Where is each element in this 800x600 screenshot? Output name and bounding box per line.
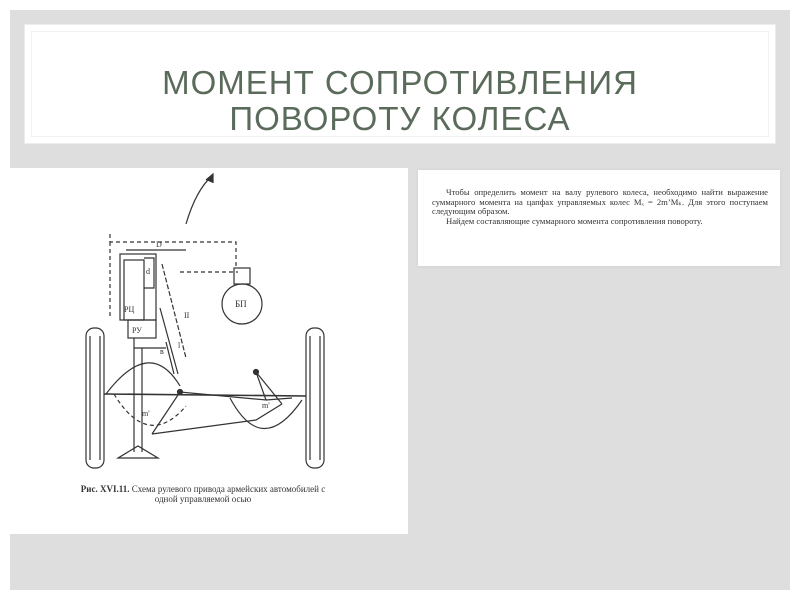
excerpt-paragraph-2: Найдем составляющие суммарного момента сопротивления повороту.: [446, 215, 703, 226]
title-line-2: ПОВОРОТУ КОЛЕСА: [229, 100, 571, 137]
slide-title: [25, 65, 775, 137]
label-ii: II: [184, 311, 190, 320]
label-ru: РУ: [132, 326, 142, 335]
link-ii: [162, 264, 186, 358]
label-m1: m': [142, 409, 150, 418]
excerpt-text: [432, 188, 768, 226]
label-bp: БП: [235, 299, 247, 309]
caption-number: Рис. XVI.11.: [80, 484, 130, 494]
figure-panel: [10, 168, 408, 534]
right-wheel: [306, 328, 324, 468]
left-wheel: [86, 328, 104, 468]
caption-text: Схема рулевого привода армейских автомобилей с одной управляемой осью: [131, 484, 326, 504]
label-dd: d: [146, 267, 150, 276]
left-arc: [106, 363, 180, 394]
excerpt-paragraph-1: Чтобы определить момент на валу рулевого колеса, необходимо найти выражение суммарного момента на цапфах управляемых колес Mₓ = 2m’Mₖ. Для этого поступаем следующим образом.: [432, 187, 768, 217]
label-m2: m': [262, 401, 270, 410]
label-d: D: [156, 240, 162, 249]
figure-caption: [78, 484, 328, 504]
title-line-1: МОМЕНТ СОПРОТИВЛЕНИЯ: [162, 64, 638, 101]
steering-base: [118, 446, 158, 458]
label-v: в: [160, 347, 164, 356]
label-l: l: [178, 341, 181, 350]
steering-schematic: [10, 168, 408, 534]
rotation-arrow: [186, 176, 212, 224]
text-excerpt-panel: [418, 170, 780, 266]
title-box: [24, 24, 776, 144]
label-rc: РЦ: [124, 305, 135, 314]
hydraulic-line-top: [110, 234, 236, 268]
